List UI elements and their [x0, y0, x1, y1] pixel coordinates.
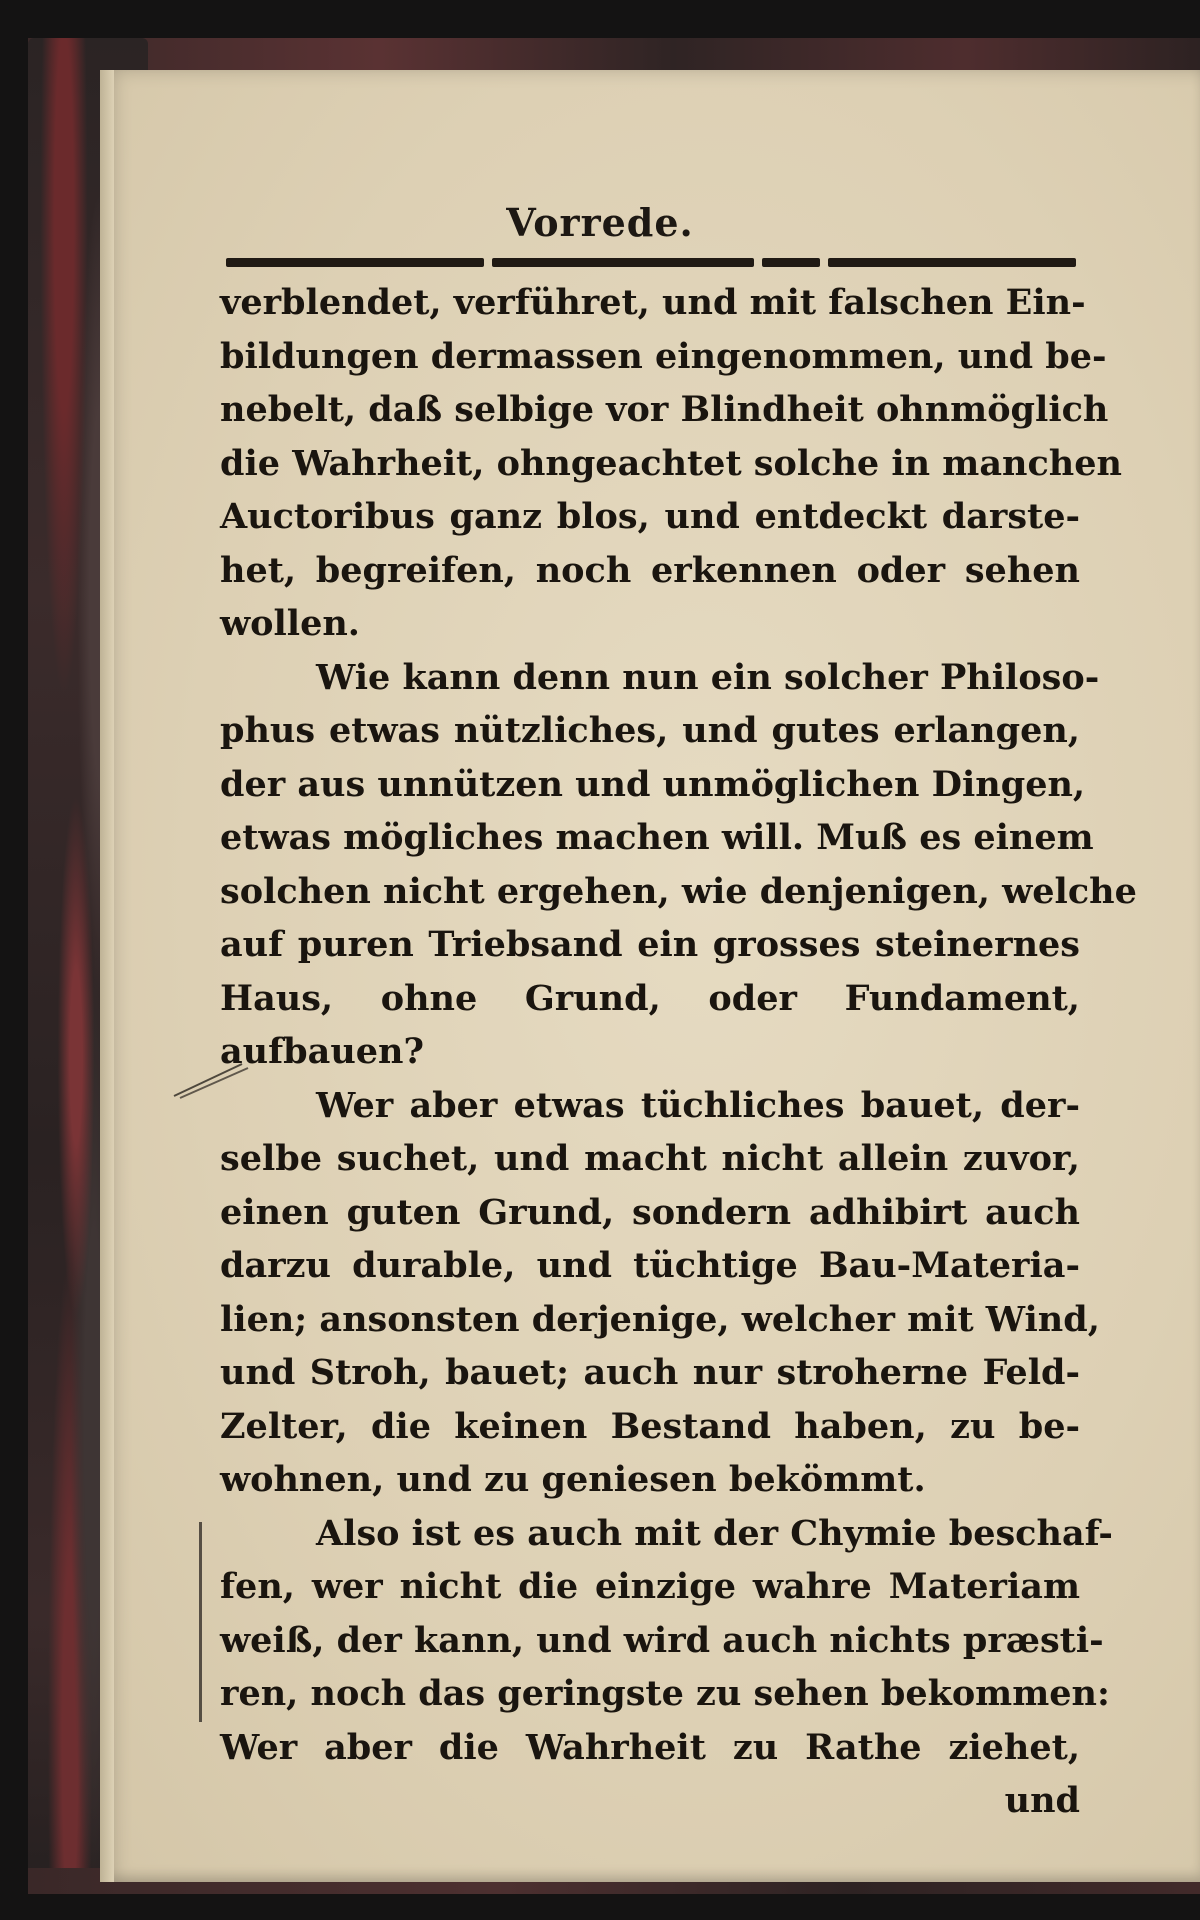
text-line: auf puren Triebsand ein grosses steinernes	[220, 924, 1080, 965]
text-line: selbe suchet, und macht nicht allein zuvor,	[220, 1138, 1080, 1179]
text-line: nebelt, daß selbige vor Blindheit ohnmöglich	[220, 389, 1109, 430]
text-line: der aus unnützen und unmöglichen Dingen,	[220, 763, 1086, 805]
text-line: und Stroh, bauet; auch nur stroherne Feld-	[220, 1352, 1080, 1393]
text-line: bildungen dermassen eingenommen, und be-	[220, 335, 1107, 377]
text-line: lien; ansonsten derjenige, welcher mit Wind,	[220, 1298, 1100, 1340]
text-line: Wie kann denn nun ein solcher Philoso-	[316, 656, 1100, 698]
margin-bracket-mark	[199, 1522, 202, 1722]
header-rule-segment	[492, 258, 754, 267]
running-header: Vorrede.	[506, 200, 694, 245]
page-gutter-edge	[100, 70, 114, 1882]
text-line: fen, wer nicht die einzige wahre Materiam	[220, 1566, 1080, 1607]
header-rule-segment	[828, 258, 1076, 267]
text-line: aufbauen?	[220, 1031, 425, 1072]
header-rule-segment	[762, 258, 820, 267]
pencil-margin-mark-icon	[172, 1060, 250, 1100]
text-line: Wer aber die Wahrheit zu Rathe ziehet,	[220, 1726, 1080, 1768]
text-line: die Wahrheit, ohngeachtet solche in manchen	[220, 442, 1122, 484]
text-line: het, begreifen, noch erkennen oder sehen	[220, 549, 1080, 591]
text-line: Haus, ohne Grund, oder Fundament,	[220, 977, 1080, 1019]
text-line: Also ist es auch mit der Chymie beschaf-	[316, 1512, 1113, 1554]
body-text	[220, 276, 1137, 1828]
catchword: und	[1004, 1780, 1080, 1821]
text-line: Wer aber etwas tüchliches bauet, der-	[316, 1084, 1080, 1126]
text-line: weiß, der kann, und wird auch nichts præsti-	[220, 1619, 1104, 1661]
text-line: solchen nicht ergehen, wie denjenigen, welche	[220, 870, 1137, 912]
text-line: Auctoribus ganz blos, und entdeckt darste-	[220, 496, 1080, 537]
header-rule-segment	[226, 258, 484, 267]
text-line: ren, noch das geringste zu sehen bekommen:	[220, 1673, 1110, 1714]
text-line: verblendet, verführet, und mit falschen Ein-	[220, 282, 1086, 323]
text-line: wollen.	[220, 603, 360, 644]
text-line: darzu durable, und tüchtige Bau-Materia-	[220, 1245, 1080, 1286]
text-line: einen guten Grund, sondern adhibirt auch	[220, 1191, 1080, 1233]
text-line: phus etwas nützliches, und gutes erlangen,	[220, 710, 1080, 751]
text-line: etwas mögliches machen will. Muß es einem	[220, 817, 1094, 858]
text-line: Zelter, die keinen Bestand haben, zu be-	[220, 1405, 1080, 1447]
text-line: wohnen, und zu geniesen bekömmt.	[220, 1459, 926, 1500]
